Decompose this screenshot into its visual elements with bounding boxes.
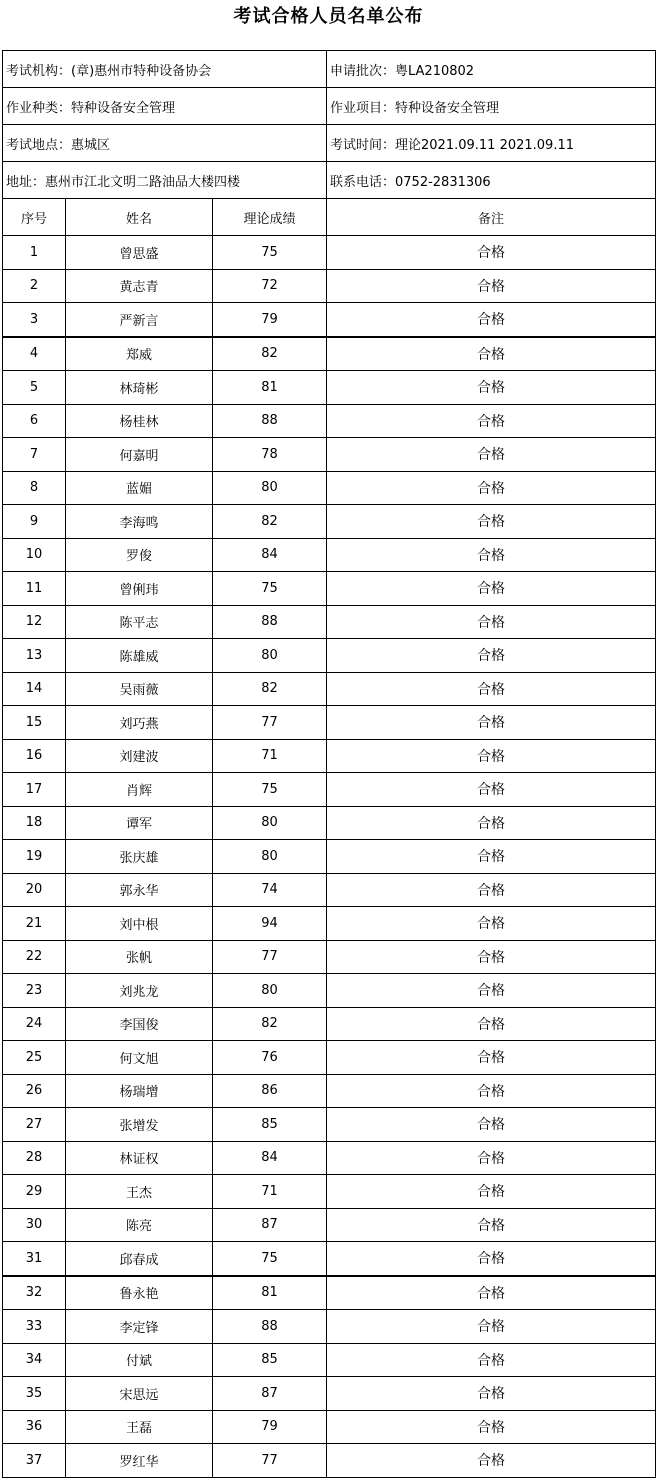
cell-score: 75 xyxy=(213,1242,327,1276)
cell-score: 82 xyxy=(213,1007,327,1041)
cell-name: 罗俊 xyxy=(66,538,213,572)
cell-index: 2 xyxy=(3,269,66,303)
cell-name: 肖辉 xyxy=(66,773,213,807)
cell-score: 82 xyxy=(213,505,327,539)
cell-remark: 合格 xyxy=(327,605,656,639)
cell-index: 31 xyxy=(3,1242,66,1276)
cell-remark: 合格 xyxy=(327,269,656,303)
cell-score: 94 xyxy=(213,907,327,941)
cell-remark: 合格 xyxy=(327,505,656,539)
cell-remark: 合格 xyxy=(327,1074,656,1108)
cell-remark: 合格 xyxy=(327,236,656,270)
cell-name: 邱春成 xyxy=(66,1242,213,1276)
info-cell: 作业项目：特种设备安全管理 xyxy=(327,88,656,125)
table-row xyxy=(3,773,656,807)
table-row xyxy=(3,739,656,773)
table-row xyxy=(3,1208,656,1242)
info-row xyxy=(3,51,656,88)
cell-index: 17 xyxy=(3,773,66,807)
column-header: 姓名 xyxy=(66,199,213,236)
cell-index: 26 xyxy=(3,1074,66,1108)
cell-index: 23 xyxy=(3,974,66,1008)
table-row xyxy=(3,1444,656,1478)
info-row xyxy=(3,88,656,125)
cell-index: 12 xyxy=(3,605,66,639)
cell-name: 吴雨薇 xyxy=(66,672,213,706)
cell-index: 9 xyxy=(3,505,66,539)
table-row xyxy=(3,572,656,606)
cell-remark: 合格 xyxy=(327,538,656,572)
cell-score: 80 xyxy=(213,974,327,1008)
table-row xyxy=(3,1074,656,1108)
table-row xyxy=(3,1343,656,1377)
cell-remark: 合格 xyxy=(327,1007,656,1041)
cell-remark: 合格 xyxy=(327,1310,656,1344)
cell-name: 严新言 xyxy=(66,303,213,337)
table-row xyxy=(3,269,656,303)
cell-remark: 合格 xyxy=(327,806,656,840)
cell-index: 22 xyxy=(3,940,66,974)
cell-score: 76 xyxy=(213,1041,327,1075)
cell-score: 71 xyxy=(213,1175,327,1209)
cell-index: 32 xyxy=(3,1276,66,1310)
cell-name: 杨桂林 xyxy=(66,404,213,438)
info-cell: 地址：惠州市江北文明二路油品大楼四楼 xyxy=(3,162,327,199)
cell-index: 19 xyxy=(3,840,66,874)
cell-index: 36 xyxy=(3,1410,66,1444)
cell-remark: 合格 xyxy=(327,1377,656,1411)
cell-remark: 合格 xyxy=(327,873,656,907)
cell-index: 6 xyxy=(3,404,66,438)
cell-score: 81 xyxy=(213,1276,327,1310)
page-title: 考试合格人员名单公布 xyxy=(233,6,424,27)
cell-index: 20 xyxy=(3,873,66,907)
column-header: 备注 xyxy=(327,199,656,236)
cell-name: 宋思远 xyxy=(66,1377,213,1411)
cell-name: 刘巧燕 xyxy=(66,706,213,740)
table-header-row xyxy=(3,199,656,236)
table-row xyxy=(3,672,656,706)
cell-index: 18 xyxy=(3,806,66,840)
cell-score: 80 xyxy=(213,639,327,673)
cell-remark: 合格 xyxy=(327,773,656,807)
cell-name: 刘兆龙 xyxy=(66,974,213,1008)
cell-remark: 合格 xyxy=(327,739,656,773)
cell-score: 75 xyxy=(213,236,327,270)
info-cell: 联系电话：0752-2831306 xyxy=(327,162,656,199)
cell-name: 鲁永艳 xyxy=(66,1276,213,1310)
cell-index: 24 xyxy=(3,1007,66,1041)
cell-name: 王磊 xyxy=(66,1410,213,1444)
cell-score: 80 xyxy=(213,471,327,505)
cell-score: 80 xyxy=(213,840,327,874)
cell-score: 86 xyxy=(213,1074,327,1108)
cell-name: 黄志青 xyxy=(66,269,213,303)
cell-score: 79 xyxy=(213,1410,327,1444)
cell-name: 曾思盛 xyxy=(66,236,213,270)
cell-score: 88 xyxy=(213,605,327,639)
cell-name: 曾俐玮 xyxy=(66,572,213,606)
table-row xyxy=(3,505,656,539)
cell-remark: 合格 xyxy=(327,1175,656,1209)
cell-score: 88 xyxy=(213,404,327,438)
results-sheet xyxy=(2,50,655,1478)
cell-name: 陈亮 xyxy=(66,1208,213,1242)
cell-name: 张庆雄 xyxy=(66,840,213,874)
table-row xyxy=(3,605,656,639)
cell-remark: 合格 xyxy=(327,371,656,405)
table-row xyxy=(3,639,656,673)
cell-index: 34 xyxy=(3,1343,66,1377)
info-cell: 考试机构：(章)惠州市特种设备协会 xyxy=(3,51,327,88)
cell-remark: 合格 xyxy=(327,907,656,941)
cell-score: 85 xyxy=(213,1343,327,1377)
cell-name: 杨瑞增 xyxy=(66,1074,213,1108)
cell-score: 77 xyxy=(213,706,327,740)
cell-score: 75 xyxy=(213,572,327,606)
info-cell: 申请批次：粤LA210802 xyxy=(327,51,656,88)
table-row xyxy=(3,1141,656,1175)
table-row xyxy=(3,907,656,941)
cell-name: 张帆 xyxy=(66,940,213,974)
cell-name: 陈平志 xyxy=(66,605,213,639)
cell-score: 88 xyxy=(213,1310,327,1344)
column-header: 序号 xyxy=(3,199,66,236)
cell-index: 15 xyxy=(3,706,66,740)
cell-name: 李定锋 xyxy=(66,1310,213,1344)
cell-index: 21 xyxy=(3,907,66,941)
table-row xyxy=(3,806,656,840)
cell-index: 29 xyxy=(3,1175,66,1209)
cell-name: 刘中根 xyxy=(66,907,213,941)
cell-index: 3 xyxy=(3,303,66,337)
table-row xyxy=(3,538,656,572)
table-row xyxy=(3,706,656,740)
table-row xyxy=(3,940,656,974)
cell-name: 谭军 xyxy=(66,806,213,840)
info-cell: 考试时间：理论2021.09.11 2021.09.11 xyxy=(327,125,656,162)
cell-remark: 合格 xyxy=(327,337,656,371)
cell-remark: 合格 xyxy=(327,1343,656,1377)
cell-name: 郭永华 xyxy=(66,873,213,907)
cell-name: 付斌 xyxy=(66,1343,213,1377)
cell-index: 7 xyxy=(3,438,66,472)
cell-remark: 合格 xyxy=(327,639,656,673)
table-row xyxy=(3,404,656,438)
cell-remark: 合格 xyxy=(327,974,656,1008)
cell-name: 刘建波 xyxy=(66,739,213,773)
cell-name: 王杰 xyxy=(66,1175,213,1209)
cell-score: 79 xyxy=(213,303,327,337)
cell-index: 11 xyxy=(3,572,66,606)
table-row xyxy=(3,873,656,907)
table-row xyxy=(3,1310,656,1344)
table-row xyxy=(3,1242,656,1276)
cell-index: 28 xyxy=(3,1141,66,1175)
cell-remark: 合格 xyxy=(327,1208,656,1242)
cell-score: 72 xyxy=(213,269,327,303)
cell-name: 何文旭 xyxy=(66,1041,213,1075)
cell-name: 李国俊 xyxy=(66,1007,213,1041)
cell-index: 13 xyxy=(3,639,66,673)
cell-remark: 合格 xyxy=(327,404,656,438)
table-row xyxy=(3,236,656,270)
info-cell: 作业种类：特种设备安全管理 xyxy=(3,88,327,125)
table-row xyxy=(3,1108,656,1142)
cell-score: 74 xyxy=(213,873,327,907)
cell-score: 77 xyxy=(213,940,327,974)
cell-score: 78 xyxy=(213,438,327,472)
table-row xyxy=(3,1007,656,1041)
cell-index: 37 xyxy=(3,1444,66,1478)
table-row xyxy=(3,303,656,337)
cell-score: 82 xyxy=(213,337,327,371)
cell-remark: 合格 xyxy=(327,706,656,740)
cell-name: 李海鸣 xyxy=(66,505,213,539)
cell-remark: 合格 xyxy=(327,1444,656,1478)
cell-score: 87 xyxy=(213,1208,327,1242)
cell-name: 蓝媚 xyxy=(66,471,213,505)
cell-index: 35 xyxy=(3,1377,66,1411)
cell-remark: 合格 xyxy=(327,1108,656,1142)
info-row xyxy=(3,125,656,162)
table-row xyxy=(3,337,656,371)
cell-score: 75 xyxy=(213,773,327,807)
cell-index: 1 xyxy=(3,236,66,270)
cell-remark: 合格 xyxy=(327,438,656,472)
cell-name: 郑威 xyxy=(66,337,213,371)
cell-score: 82 xyxy=(213,672,327,706)
cell-remark: 合格 xyxy=(327,940,656,974)
cell-name: 何嘉明 xyxy=(66,438,213,472)
cell-remark: 合格 xyxy=(327,672,656,706)
cell-remark: 合格 xyxy=(327,1276,656,1310)
cell-name: 罗红华 xyxy=(66,1444,213,1478)
cell-remark: 合格 xyxy=(327,303,656,337)
cell-remark: 合格 xyxy=(327,840,656,874)
cell-name: 林证权 xyxy=(66,1141,213,1175)
cell-score: 77 xyxy=(213,1444,327,1478)
info-cell: 考试地点：惠城区 xyxy=(3,125,327,162)
cell-score: 80 xyxy=(213,806,327,840)
cell-name: 陈雄威 xyxy=(66,639,213,673)
cell-name: 张增发 xyxy=(66,1108,213,1142)
table-row xyxy=(3,1276,656,1310)
cell-remark: 合格 xyxy=(327,1141,656,1175)
cell-score: 87 xyxy=(213,1377,327,1411)
cell-remark: 合格 xyxy=(327,572,656,606)
cell-index: 33 xyxy=(3,1310,66,1344)
table-row xyxy=(3,1175,656,1209)
table-row xyxy=(3,974,656,1008)
cell-score: 81 xyxy=(213,371,327,405)
cell-index: 25 xyxy=(3,1041,66,1075)
cell-name: 林琦彬 xyxy=(66,371,213,405)
cell-index: 14 xyxy=(3,672,66,706)
cell-score: 85 xyxy=(213,1108,327,1142)
cell-index: 27 xyxy=(3,1108,66,1142)
cell-remark: 合格 xyxy=(327,1410,656,1444)
table-row xyxy=(3,1377,656,1411)
table-row xyxy=(3,371,656,405)
table-row xyxy=(3,840,656,874)
table-row xyxy=(3,471,656,505)
cell-index: 16 xyxy=(3,739,66,773)
cell-index: 30 xyxy=(3,1208,66,1242)
cell-score: 84 xyxy=(213,538,327,572)
results-table xyxy=(2,50,656,1478)
cell-index: 5 xyxy=(3,371,66,405)
info-row xyxy=(3,162,656,199)
cell-remark: 合格 xyxy=(327,1041,656,1075)
table-row xyxy=(3,438,656,472)
column-header: 理论成绩 xyxy=(213,199,327,236)
cell-index: 8 xyxy=(3,471,66,505)
table-row xyxy=(3,1410,656,1444)
cell-remark: 合格 xyxy=(327,471,656,505)
cell-remark: 合格 xyxy=(327,1242,656,1276)
cell-index: 10 xyxy=(3,538,66,572)
table-row xyxy=(3,1041,656,1075)
cell-score: 84 xyxy=(213,1141,327,1175)
cell-score: 71 xyxy=(213,739,327,773)
cell-index: 4 xyxy=(3,337,66,371)
